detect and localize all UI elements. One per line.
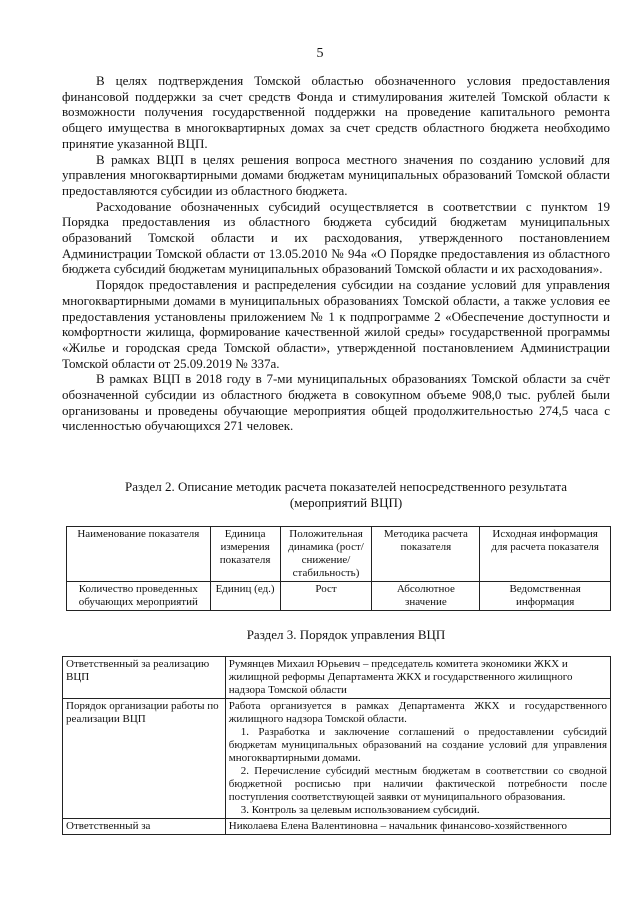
indicators-table — [66, 526, 611, 611]
list-item: 3. Контроль за целевым использованием субсидий. — [240, 804, 480, 816]
table-cell: Ведомственная информация — [480, 582, 611, 611]
table-header-cell: Положительная динамика (рост/снижение/ стабильность) — [280, 527, 372, 582]
table-cell: Румянцев Михаил Юрьевич – председатель комитета экономики ЖКХ и жилищной реформы Департамента ЖКХ и государственного жилищного надзора Томской области — [225, 657, 610, 699]
table-cell: Рост — [280, 582, 372, 611]
paragraph: В рамках ВЦП в целях решения вопроса местного значения по созданию условий для управления многоквартирными домами бюджетам муниципальных образований Томской области предоставляются субсидии из областного бюджета. — [62, 151, 610, 198]
table-header-cell: Наименование показателя — [67, 527, 211, 582]
section-2-title — [62, 479, 630, 511]
cell-intro: Работа организуется в рамках Департамента ЖКХ и государственного жилищного надзора Томской области. — [228, 700, 607, 725]
table-cell — [225, 699, 610, 819]
list-item: 1. Разработка и заключение соглашений о предоставлении субсидий бюджетам муниципальных образований на создание условий для управления многоквартирными домами. — [228, 726, 607, 764]
table-header-cell: Единица измерения показателя — [210, 527, 280, 582]
table-cell: Единиц (ед.) — [210, 582, 280, 611]
table-label-cell: Ответственный за реализацию ВЦП — [63, 657, 226, 699]
table-cell: Николаева Елена Валентиновна – начальник финансово-хозяйственного — [225, 819, 610, 835]
table-cell: Абсолютное значение — [372, 582, 480, 611]
table-label-cell: Ответственный за — [63, 819, 226, 835]
table-row — [63, 699, 611, 819]
table-header-cell: Исходная информация для расчета показателя — [480, 527, 611, 582]
page-number: 5 — [316, 46, 324, 61]
paragraph: Расходование обозначенных субсидий осуществляется в соответствии с пунктом 19 Порядка предоставления из областного бюджета субсидий бюджетам муниципальных образований Томской области и их расходования, утвержденного постановлением Администрации Томской области от 13.05.2010 № 94а «О Порядке предоставления из областного бюджета субсидий бюджетам муниципальных образований Томской области и их расходования». — [62, 198, 610, 277]
section-3-title: Раздел 3. Порядок управления ВЦП — [246, 627, 446, 642]
paragraph: В рамках ВЦП в 2018 году в 7-ми муниципальных образованиях Томской области за счёт обозначенной субсидии из областного бюджета в совокупном объеме 908,0 тыс. рублей были организованы и проведены обучающие мероприятия общей продолжительностью 274,5 часа с численностью обучающихся 271 человек. — [62, 371, 610, 434]
section-2-title-line: Раздел 2. Описание методик расчета показателей непосредственного результата — [125, 479, 567, 494]
paragraph: В целях подтверждения Томской областью обозначенного условия предоставления финансовой поддержки за счет средств Фонда и стимулирования жителей Томской области к возможности получения государственной поддержки на проведение капитального ремонта общего имущества в многоквартирных домах за счет средств областного бюджета необходимо принятие указанной ВЦП. — [62, 73, 610, 151]
table-label-cell: Порядок организации работы по реализации ВЦП — [63, 699, 226, 819]
list-item: 2. Перечисление субсидий местным бюджетам в соответствии со сводной бюджетной росписью при наличии фактической потребности после поступления соответствующей заявки от муниципального образования. — [228, 765, 607, 803]
table-header-row — [67, 527, 611, 582]
section-2-title-line: (мероприятий ВЦП) — [289, 495, 403, 510]
table-row — [63, 819, 611, 835]
table-cell: Количество проведенных обучающих мероприятий — [67, 582, 211, 611]
management-table — [62, 656, 611, 835]
table-row — [63, 657, 611, 699]
table-header-cell: Методика расчета показателя — [372, 527, 480, 582]
paragraph: Порядок предоставления и распределения субсидии на создание условий для управления многоквартирными домами в муниципальных образованиях Томской области, а также условия ее предоставления установлены приложением № 1 к подпрограмме 2 «Обеспечение доступности и комфортности жилища, формирование качественной жилой среды» государственной программы «Жилье и городская среда Томской области», утвержденной постановлением Администрации Томской области от 25.09.2019 № 337а. — [62, 277, 610, 371]
body-text — [62, 73, 610, 434]
table-row — [67, 582, 611, 611]
